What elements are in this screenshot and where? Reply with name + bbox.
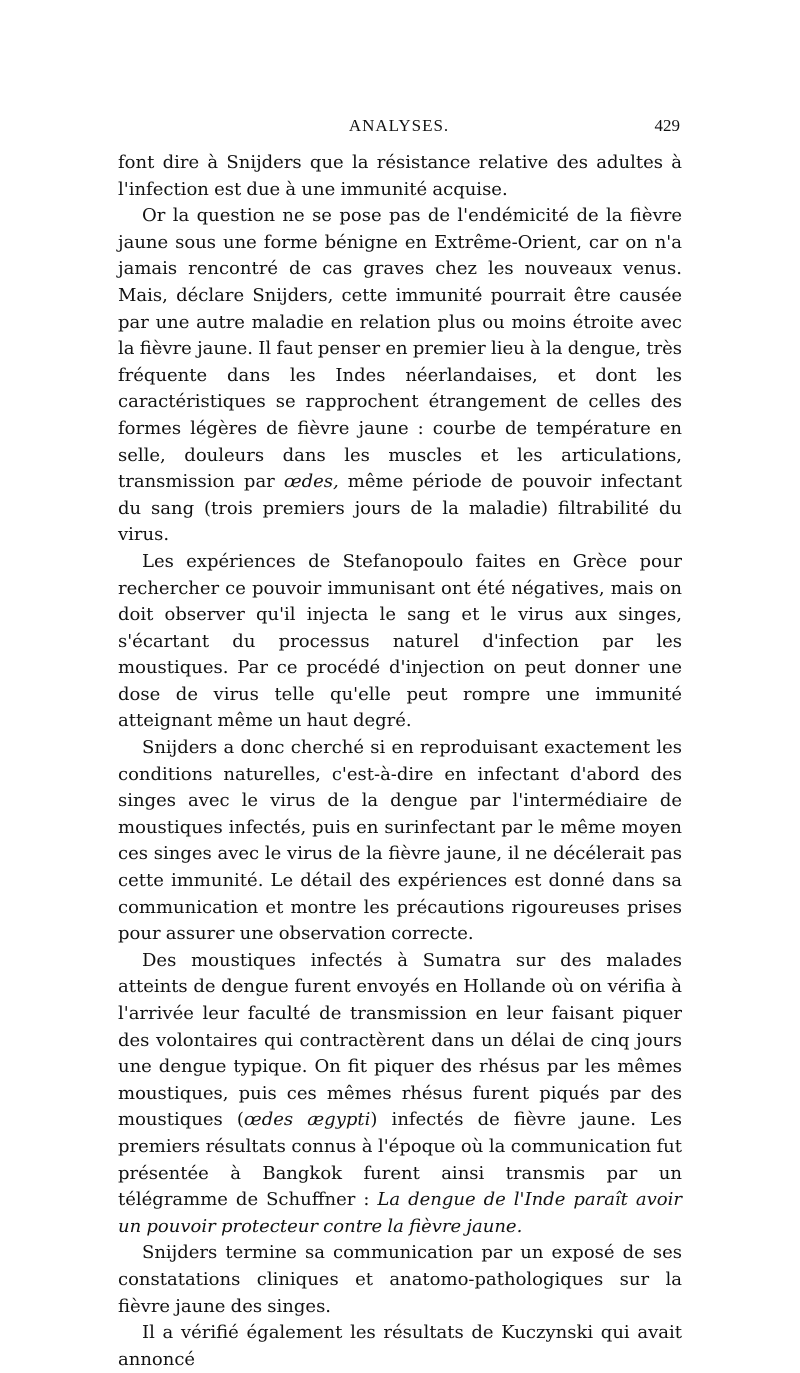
paragraph-2 [118,203,682,549]
body-text [118,150,682,1373]
running-title: ANALYSES. [348,116,450,135]
paragraph-1 [118,150,682,203]
paragraph-6-text: Snijders termine sa communication par un exposé de ses constatations cliniques et anatomo-pathologiques sur la fièvre jaune des singes. [118,1242,682,1317]
paragraph-5-italic-species: œdes ægypti [243,1109,371,1131]
paragraph-4 [118,735,682,948]
paragraph-6 [118,1240,682,1320]
paragraph-7-text: Il a vérifié également les résultats de Kuczynski qui avait annoncé [118,1322,682,1370]
paragraph-5 [118,948,682,1241]
paragraph-3 [118,549,682,735]
paragraph-2-text: Or la question ne se pose pas de l'endémicité de la fièvre jaune sous une forme bénigne en Extrême-Orient, car on n'a jamais rencontré de cas graves chez les nouveaux venus. Mais, déclare Snijders, cette immunité pourrait être causée par une autre maladie en relation plus ou moins étroite avec la fièvre jaune. Il faut penser en premier lieu à la dengue, très fréquente dans les Indes néerlandaises, et dont les caractéristiques se rapprochent étrangement de celles des formes légères de fièvre jaune : courbe de température en selle, douleurs dans les muscles et les articulations, transmission par [118,205,682,493]
paragraph-3-text: Les expériences de Stefanopoulo faites en Grèce pour rechercher ce pouvoir immunisant ont été négatives, mais on doit observer qu'il injecta le sang et le virus aux singes, s'écartant du processus naturel d'infection par les moustiques. Par ce procédé d'injection on peut donner une dose de virus telle qu'elle peut rompre une immunité atteignant même un haut degré. [118,550,682,732]
paragraph-5-italic-quote: La dengue de l'Inde paraît avoir un pouvoir protecteur contre la fièvre jaune. [118,1189,683,1237]
paragraph-2-tail: même période de pouvoir infectant du sang (trois premiers jours de la maladie) filtrabilité du virus. [118,471,682,546]
paragraph-5-middle: ) infectés de fièvre jaune. Les premiers résultats connus à l'époque où la communication fut présentée à Bangkok furent ainsi transmis par un télégramme de Schuffner : [118,1109,682,1211]
paragraph-7 [118,1320,682,1373]
paragraph-4-text: Snijders a donc cherché si en reproduisant exactement les conditions naturelles, c'est-à-dire en infectant d'abord des singes avec le virus de la dengue par l'intermédiaire de moustiques infectés, puis en surinfectant par le même moyen ces singes avec le virus de la fièvre jaune, il ne décélerait pas cette immunité. Le détail des expériences est donné dans sa communication et montre les précautions rigoureuses prises pour assurer une observation correcte. [118,737,682,945]
paragraph-1-text: font dire à Snijders que la résistance relative des adultes à l'infection est due à une immunité acquise. [118,152,682,200]
page-header [118,116,680,140]
paragraph-2-italic: œdes, [283,471,339,493]
page-number: 429 [654,116,680,135]
paragraph-5-text: Des moustiques infectés à Sumatra sur des malades atteints de dengue furent envoyés en Hollande où on vérifia à l'arrivée leur faculté de transmission en leur faisant piquer des volontaires qui contractèrent dans un délai de cinq jours une dengue typique. On fit piquer des rhésus par les mêmes moustiques, puis ces mêmes rhésus furent piqués par des moustiques ( [118,949,682,1131]
